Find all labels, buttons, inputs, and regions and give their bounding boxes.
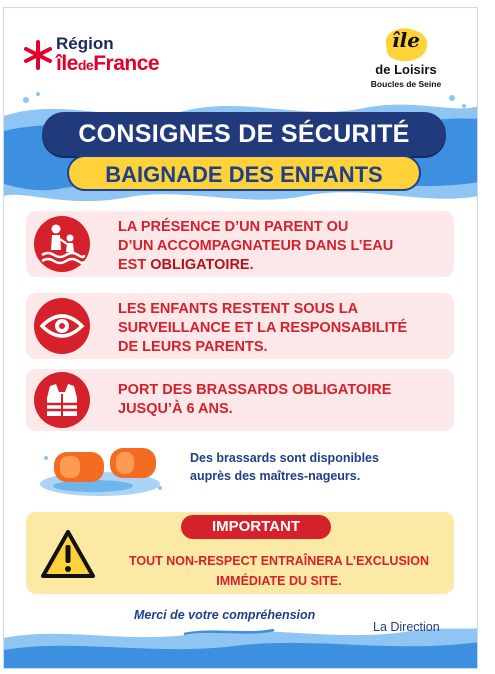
rule-line: PORT DES BRASSARDS OBLIGATOIRE: [118, 382, 392, 398]
rule-text: [118, 381, 448, 419]
armbands-note-line: Des brassards sont disponibles: [190, 451, 379, 465]
important-message: [114, 551, 444, 591]
region-logo-de: de: [77, 57, 94, 73]
region-logo-line2: [56, 52, 159, 76]
region-logo-ile: île: [56, 52, 78, 75]
region-logo-line1: Région: [56, 34, 114, 53]
eye-icon: [34, 298, 90, 354]
rule-line: [118, 256, 448, 275]
rule-supervision: [26, 293, 454, 359]
rule-line: D’UN ACCOMPAGNATEUR DANS L’EAU: [118, 238, 394, 254]
thanks-message: Merci de votre compréhension: [134, 608, 316, 622]
signature: La Direction: [373, 620, 440, 634]
rule-text: [118, 300, 448, 357]
main-title: CONSIGNES DE SÉCURITÉ: [42, 112, 446, 156]
region-star-icon: [22, 39, 54, 71]
ile-logo-word: île: [392, 28, 420, 52]
rule-armbands: [26, 369, 454, 431]
rule-line: LES ENFANTS RESTENT SOUS LA: [118, 301, 359, 317]
rule-line-part: EST: [118, 257, 151, 273]
safety-poster: [3, 7, 478, 669]
sub-title: BAIGNADE DES ENFANTS: [67, 155, 421, 191]
life-vest-icon: [34, 372, 90, 428]
warning-triangle-icon: [40, 528, 96, 580]
rule-emphasis: OBLIGATOIRE: [150, 257, 250, 273]
important-line: IMMÉDIATE DU SITE.: [216, 574, 342, 588]
armbands-note-line: auprès des maîtres-nageurs.: [190, 469, 361, 483]
region-logo-france: France: [93, 52, 160, 75]
rule-line: SURVEILLANCE ET LA RESPONSABILITÉ: [118, 320, 408, 336]
important-box: [26, 512, 454, 594]
parent-child-swimming-icon: [34, 216, 90, 272]
rule-line: LA PRÉSENCE D’UN PARENT OU: [118, 219, 349, 235]
rule-text: [118, 218, 448, 275]
rule-parent-presence: [26, 211, 454, 277]
ile-de-loisirs-logo: [364, 26, 448, 92]
rule-line: JUSQU’À 6 ANS.: [118, 401, 233, 417]
rule-line-part: .: [249, 257, 254, 273]
ile-logo-name: de Loisirs: [375, 62, 437, 77]
rule-line: DE LEURS PARENTS.: [118, 339, 268, 355]
armbands-note: [190, 449, 420, 485]
important-badge: IMPORTANT: [181, 515, 331, 539]
region-ile-de-france-logo: [18, 34, 188, 80]
ile-logo-subtitle: Boucles de Seine: [370, 79, 442, 89]
important-line: TOUT NON-RESPECT ENTRAÎNERA L’EXCLUSION: [128, 554, 430, 568]
armbands-illustration: [38, 438, 168, 500]
